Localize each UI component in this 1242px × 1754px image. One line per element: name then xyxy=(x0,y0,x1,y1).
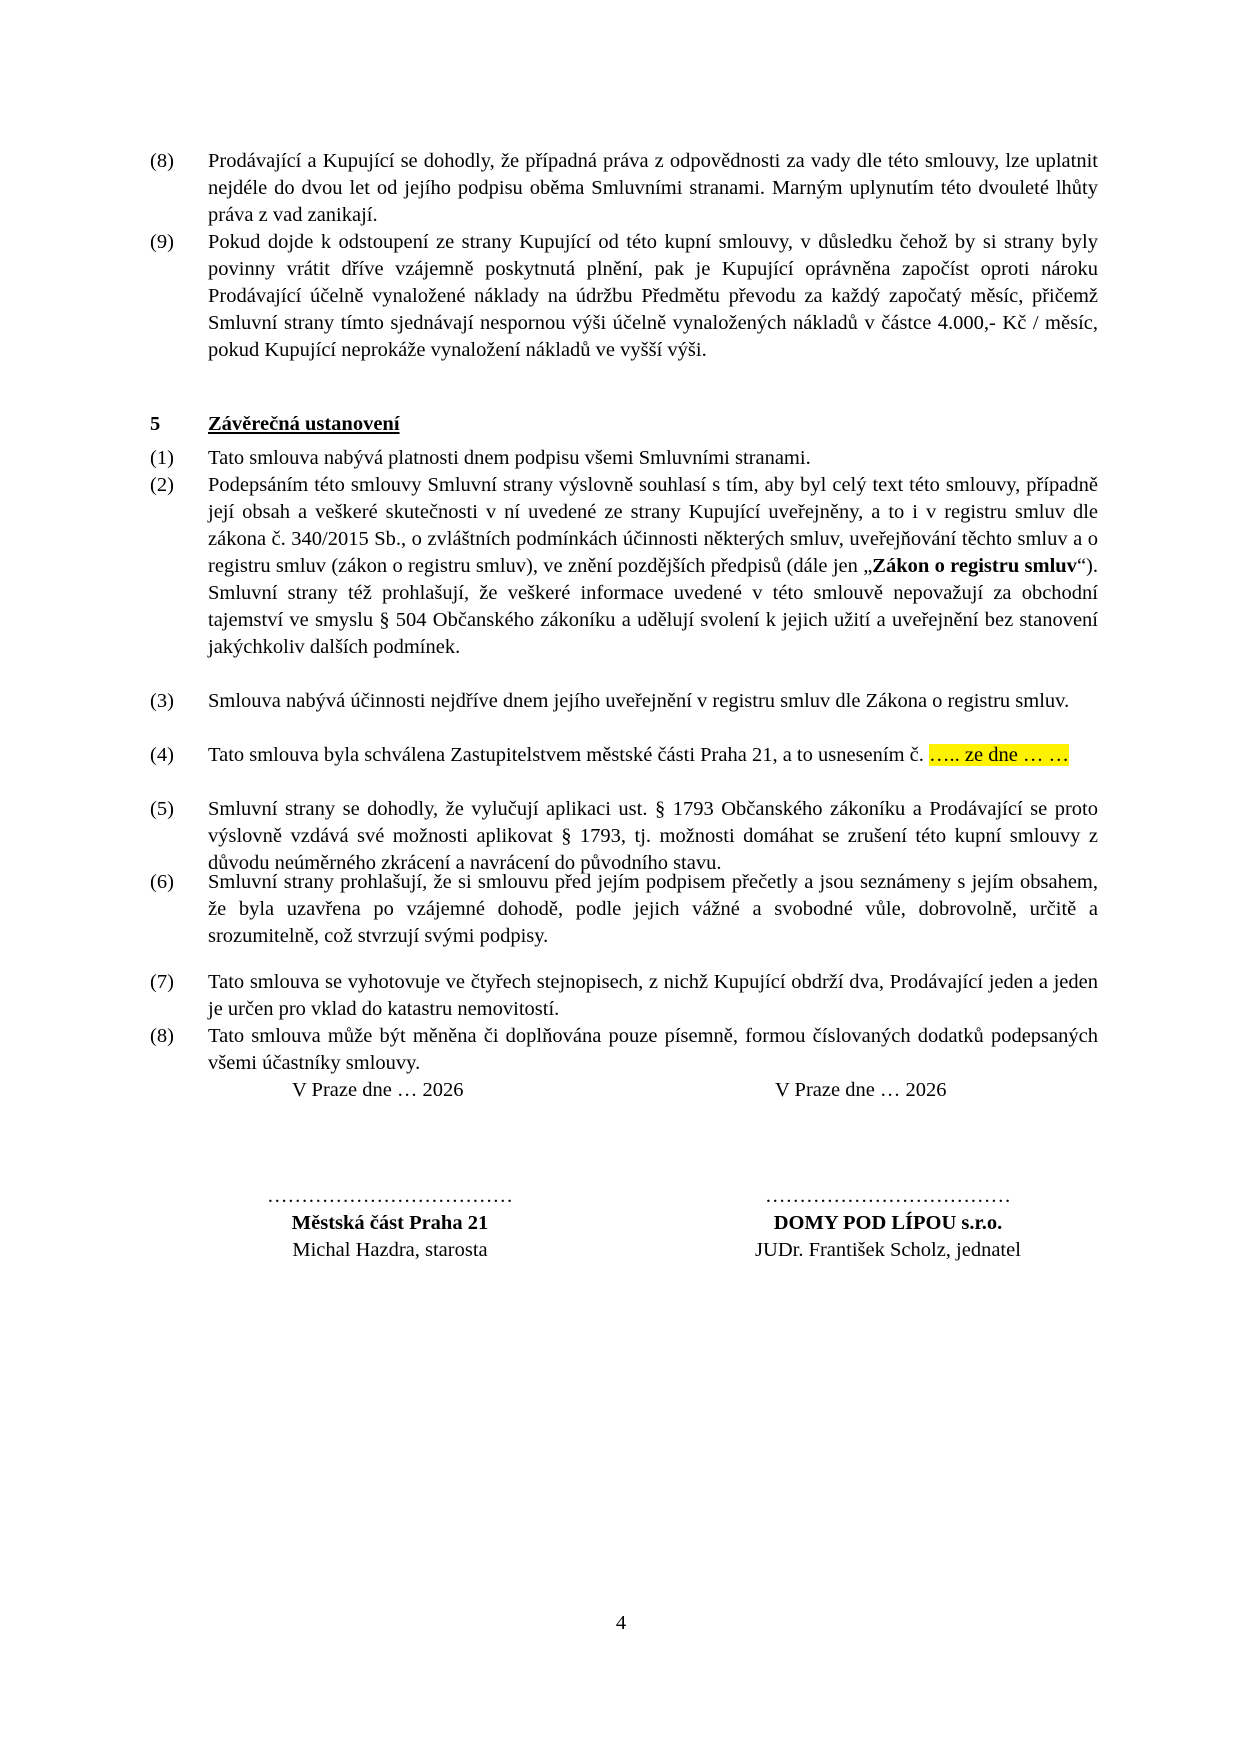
clause-text: Tato smlouva může být měněna či doplňována pouze písemně, formou číslovaných dodatků podepsaných všemi účastníky smlouvy. xyxy=(208,1025,1098,1074)
clause-number: (6) xyxy=(150,871,174,893)
clause-number: (9) xyxy=(150,231,174,253)
signature-line: ……………………………… xyxy=(267,1185,513,1207)
clause-text: Smlouva nabývá účinnosti nejdříve dnem jejího uveřejnění v registru smluv dle Zákona o registru smluv. xyxy=(208,690,1070,712)
clause-number: (7) xyxy=(150,971,174,993)
clause-text: Tato smlouva nabývá platnosti dnem podpisu všemi Smluvními stranami. xyxy=(208,447,811,469)
signature-block-right xyxy=(678,1183,1098,1264)
defined-term: Zákon o registru smluv xyxy=(872,555,1077,577)
party-name: Městská část Praha 21 xyxy=(291,1212,489,1234)
clause-text-part: Podepsáním této smlouvy Smluvní strany výslovně souhlasí s tím, aby byl celý text této smlouvy, případně její obsah a veškeré skutečnosti v ní uvedené ze strany Kupující uveřejněny, a to i v registru smluv dle zákona č. 340/2015 Sb., o zvláštních podmínkách účinnosti některých smluv, uveřejňování těchto smluv a o registru smluv (zákon o registru smluv), ve znění pozdějších předpisů (dále jen „ xyxy=(208,474,1098,577)
clause-number: (3) xyxy=(150,690,174,712)
page-number: 4 xyxy=(615,1612,627,1634)
clause-text-part: “). Smluvní strany též prohlašují, že veškeré informace uvedené v této smlouvě nepovažují za obchodní tajemství ve smyslu § 504 Občanského zákoníku a udělují svolení k jejich užití a uveřejnění bez stanovení jakýchkoliv dalších podmínek. xyxy=(208,555,1098,658)
clause-text: Prodávající a Kupující se dohodly, že případná práva z odpovědnosti za vady dle této smlouvy, lze uplatnit nejdéle do dvou let od jejího podpisu oběma Smluvními stranami. Marným uplynutím této dvouleté lhůty práva z vad zanikají. xyxy=(208,150,1098,226)
highlighted-placeholder: ….. ze dne … … xyxy=(929,744,1070,766)
clause-text xyxy=(208,742,1098,769)
section-number: 5 xyxy=(150,413,161,435)
party-representative: JUDr. František Scholz, jednatel xyxy=(755,1239,1021,1261)
clause-text: Smluvní strany se dohodly, že vylučují aplikaci ust. § 1793 Občanského zákoníku a Prodávající se proto výslovně vzdává své možnosti aplikovat § 1793, tj. možnosti domáhat se zrušení této kupní smlouvy z důvodu neúměrného zkrácení a navrácení do původního stavu. xyxy=(208,798,1098,874)
clause-number: (8) xyxy=(150,150,174,172)
clause-number: (1) xyxy=(150,447,174,469)
section-title: Závěrečná ustanovení xyxy=(208,413,400,435)
clause-text: Pokud dojde k odstoupení ze strany Kupující od této kupní smlouvy, v důsledku čehož by si strany byly povinny vrátit dříve vzájemně poskytnutá plnění, pak je Kupující oprávněna započíst oproti nároku Prodávající účelně vynaložené náklady na údržbu Předmětu převodu za každý započatý měsíc, přičemž Smluvní strany tímto sjednávají nespornou výši účelně vynaložených nákladů v částce 4.000,- Kč / měsíc, pokud Kupující neprokáže vynaložení nákladů ve vyšší výši. xyxy=(208,231,1098,361)
clause-text xyxy=(208,472,1098,661)
signature-block-left xyxy=(180,1183,600,1264)
signature-line: ……………………………… xyxy=(765,1185,1011,1207)
clause-text-part: Tato smlouva byla schválena Zastupitelstvem městské části Praha 21, a to usnesením č. xyxy=(208,744,930,766)
party-representative: Michal Hazdra, starosta xyxy=(292,1239,488,1261)
party-name: DOMY POD LÍPOU s.r.o. xyxy=(773,1212,1003,1234)
clause-number: (8) xyxy=(150,1025,174,1047)
clause-text: Tato smlouva se vyhotovuje ve čtyřech stejnopisech, z nichž Kupující obdrží dva, Prodávající jeden a jeden je určen pro vklad do katastru nemovitostí. xyxy=(208,971,1098,1020)
clause-number: (4) xyxy=(150,744,174,766)
place-date-left: V Praze dne … 2026 xyxy=(292,1079,464,1101)
place-date-right: V Praze dne … 2026 xyxy=(775,1079,947,1101)
clause-number: (5) xyxy=(150,798,174,820)
clause-text: Smluvní strany prohlašují, že si smlouvu před jejím podpisem přečetly a jsou seznámeny s jejím obsahem, že byla uzavřena po vzájemné dohodě, podle jejich vážné a svobodné vůle, dobrovolně, určitě a srozumitelně, což stvrzují svými podpisy. xyxy=(208,871,1098,947)
clause-number: (2) xyxy=(150,474,174,496)
